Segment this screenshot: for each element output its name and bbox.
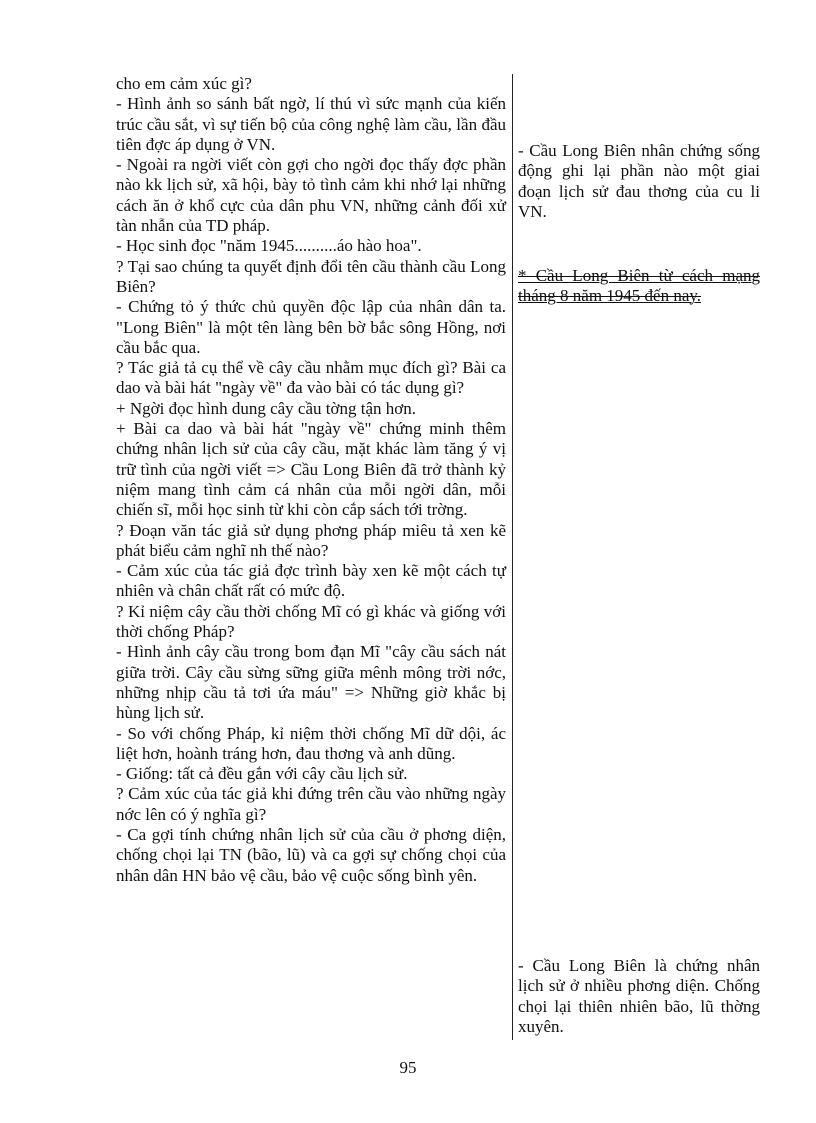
question: ? Đoạn văn tác giả sử dụng phơng pháp miêu tả xen kẽ phát biểu cảm nghĩ nh thế nào? <box>116 520 506 560</box>
paragraph: - Học sinh đọc "năm 1945..........áo hào hoa". <box>116 236 422 256</box>
paragraph: - So với chống Pháp, kỉ niệm thời chống Mĩ dữ dội, ác liệt hơn, hoành tráng hơn, đau thơng và anh dũng. <box>116 723 506 763</box>
section-heading-box <box>518 266 760 307</box>
paragraph: - Ngoài ra ngời viết còn gợi cho ngời đọc thấy đợc phần nào kk lịch sử, xã hội, bày tỏ tình cảm khi nhớ lại những cách ăn ở khổ cực của dân phu VN, những cảnh đối xử tàn nhẫn của TD pháp. <box>116 155 506 236</box>
question: ? Kỉ niệm cây cầu thời chống Mĩ có gì khác và giống với thời chống Pháp? <box>116 601 506 642</box>
question: ? Tại sao chúng ta quyết định đổi tên cầu thành cầu Long Biên? <box>116 256 506 296</box>
main-text-column <box>116 74 506 886</box>
side-note-1 <box>518 141 760 222</box>
paragraph: - Hình ảnh cây cầu trong bom đạn Mĩ "cây cầu sách nát giữa trời. Cây cầu sừng sững giữa mênh mông trời nớc, những nhịp cầu tả tơi ứa máu" => Những giờ khắc bị hùng lịch sử. <box>116 642 506 723</box>
side-note-text: - Cầu Long Biên là chứng nhân lịch sử ở nhiều phơng diện. Chống chọi lại thiên nhiên bão, lũ thờng xuyên. <box>518 956 760 1036</box>
paragraph: + Bài ca dao và bài hát "ngày về" chứng minh thêm chứng nhân lịch sử của cây cầu, mặt khác làm tăng ý vị trữ tình của ngời viết => Cầu Long Biên đã trở thành kỷ niệm mang tình cảm cá nhân của mỗi ngời dân, mỗi chiến sĩ, mỗi học sinh từ khi còn cắp sách tới trờng. <box>116 419 506 520</box>
section-heading: * Cầu Long Biên từ cách mạng tháng 8 năm 1945 đến nay. <box>518 266 760 306</box>
page-number: 95 <box>399 1058 417 1077</box>
column-divider <box>512 74 513 1040</box>
paragraph: cho em cảm xúc gì? <box>116 74 252 93</box>
paragraph: + Ngời đọc hình dung cây cầu tờng tận hơn. <box>116 398 416 418</box>
question: ? Tác giả tả cụ thể về cây cầu nhằm mục đích gì? Bài ca dao và bài hát "ngày về" đa vào bài có tác dụng gì? <box>116 358 506 398</box>
side-note-text: - Cầu Long Biên nhân chứng sống động ghi lại phần nào một giai đoạn lịch sử đau thơng của cu li VN. <box>518 141 760 221</box>
paragraph: - Ca gợi tính chứng nhân lịch sử của cầu ở phơng diện, chống chọi lại TN (bão, lũ) và ca gợi sự chống chọi của nhân dân HN bảo vệ cầu, bảo vệ cuộc sống bình yên. <box>116 824 506 885</box>
paragraph: - Giống: tất cả đều gắn với cây cầu lịch sử. <box>116 764 408 784</box>
paragraph: - Cảm xúc của tác giả đợc trình bày xen kẽ một cách tự nhiên và chân chất rất có mức độ. <box>116 561 506 601</box>
paragraph: - Hình ảnh so sánh bất ngờ, lí thú vì sức mạnh của kiến trúc cầu sắt, vì sự tiến bộ của công nghệ làm cầu, lần đầu tiên đợc áp dụng ở VN. <box>116 94 506 154</box>
question: ? Cảm xúc của tác giả khi đứng trên cầu vào những ngày nớc lên có ý nghĩa gì? <box>116 784 506 824</box>
side-note-2 <box>518 956 760 1037</box>
paragraph: - Chứng tỏ ý thức chủ quyền độc lập của nhân dân ta. "Long Biên" là một tên làng bên bờ bắc sông Hồng, nơi cầu bắc qua. <box>116 297 506 357</box>
